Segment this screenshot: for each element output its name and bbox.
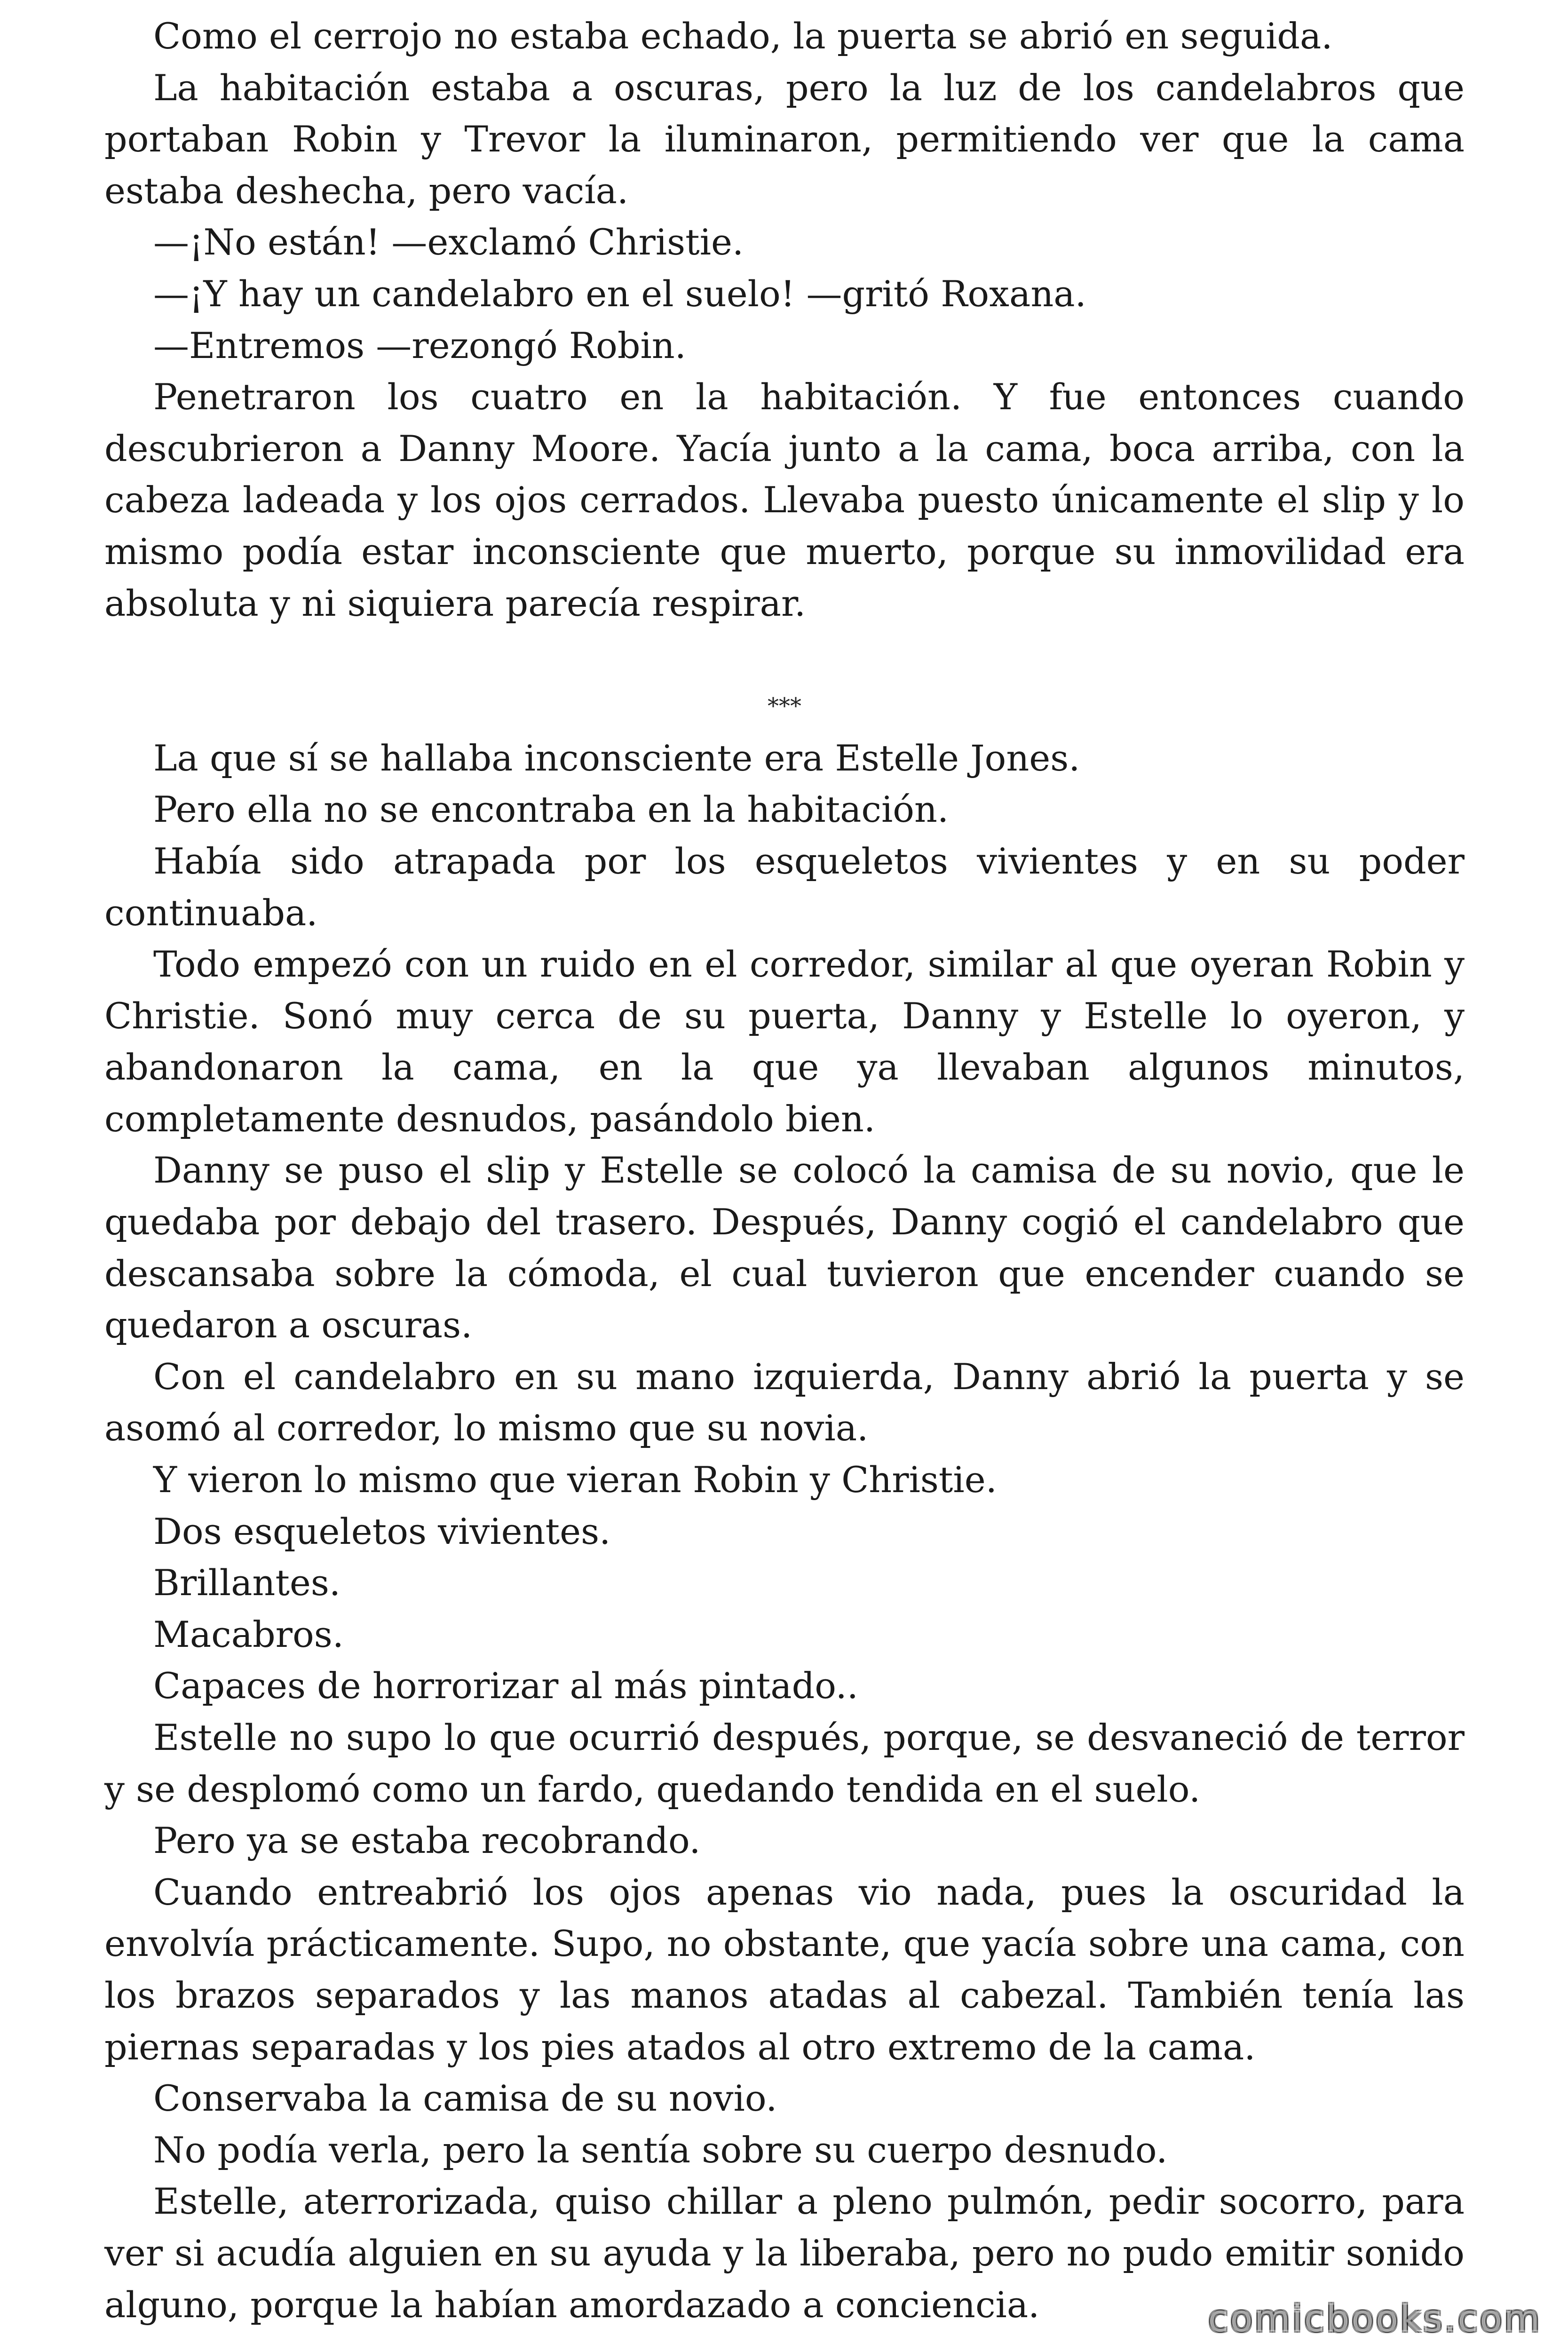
paragraph: Cuando entreabrió los ojos apenas vio nada, pues la oscuridad la envolvía prácticamente. Supo, no obstante, que yacía sobre una cama, con los brazos separados y las manos atadas al cabezal. También tenía las piernas separadas y los pies atados al otro extremo de la cama. [104, 1871, 1465, 2068]
paragraph: Estelle, aterrorizada, quiso chillar a pleno pulmón, pedir socorro, para ver si acudía alguien en su ayuda y la liberaba, pero no pudo emitir sonido alguno, porque la habían amordazado a conciencia. [104, 2180, 1465, 2326]
paragraph: Danny se puso el slip y Estelle se colocó la camisa de su novio, que le quedaba por debajo del trasero. Después, Danny cogió el candelabro que descansaba sobre la cómoda, el cual tuvieron que encender cuando se quedaron a oscuras. [104, 1149, 1465, 1346]
paragraph: No podía verla, pero la sentía sobre su cuerpo desnudo. [153, 2129, 1168, 2171]
paragraph: Pero ella no se encontraba en la habitación. [153, 788, 949, 831]
paragraph: Capaces de horrorizar al más pintado.. [153, 1665, 858, 1707]
paragraph: La que sí se hallaba inconsciente era Estelle Jones. [153, 737, 1080, 779]
paragraph: La habitación estaba a oscuras, pero la luz de los candelabros que portaban Robin y Trevor la iluminaron, permitiendo ver que la cama estaba deshecha, pero vacía. [104, 66, 1465, 212]
paragraph: Brillantes. [153, 1562, 341, 1604]
paragraph: Dos esqueletos vivientes. [153, 1510, 611, 1552]
paragraph: —¡No están! —exclamó Christie. [153, 221, 744, 263]
site-watermark: comicbooks.com [1208, 2298, 1542, 2340]
paragraph: Como el cerrojo no estaba echado, la puerta se abrió en seguida. [153, 15, 1333, 57]
paragraph: Había sido atrapada por los esqueletos vivientes y en su poder continuaba. [104, 840, 1465, 934]
paragraph: Conservaba la camisa de su novio. [153, 2077, 777, 2120]
paragraph: Todo empezó con un ruido en el corredor, similar al que oyeran Robin y Christie. Sonó muy cerca de su puerta, Danny y Estelle lo oyeron, y abandonaron la cama, en la que ya llevaban algunos minutos, completamente desnudos, pasándolo bien. [104, 943, 1465, 1140]
paragraph: Macabros. [153, 1613, 344, 1655]
paragraph: Y vieron lo mismo que vieran Robin y Christie. [153, 1459, 997, 1501]
paragraph: Penetraron los cuatro en la habitación. Y fue entonces cuando descubrieron a Danny Moore. Yacía junto a la cama, boca arriba, con la cabeza ladeada y los ojos cerrados. Llevaba puesto únicamente el slip y lo mismo podía estar inconsciente que muerto, porque su inmovilidad era absoluta y ni siquiera parecía respirar. [104, 376, 1465, 624]
paragraph: Estelle no supo lo que ocurrió después, porque, se desvaneció de terror y se desplomó como un fardo, quedando tendida en el suelo. [104, 1716, 1465, 1810]
paragraph: —¡Y hay un candelabro en el suelo! —gritó Roxana. [153, 272, 1086, 315]
paragraph: Pero ya se estaba recobrando. [153, 1820, 701, 1862]
paragraph: Con el candelabro en su mano izquierda, Danny abrió la puerta y se asomó al corredor, lo mismo que su novia. [104, 1355, 1465, 1449]
paragraph: —Entremos —rezongó Robin. [153, 324, 686, 366]
scene-separator: *** [768, 693, 801, 720]
